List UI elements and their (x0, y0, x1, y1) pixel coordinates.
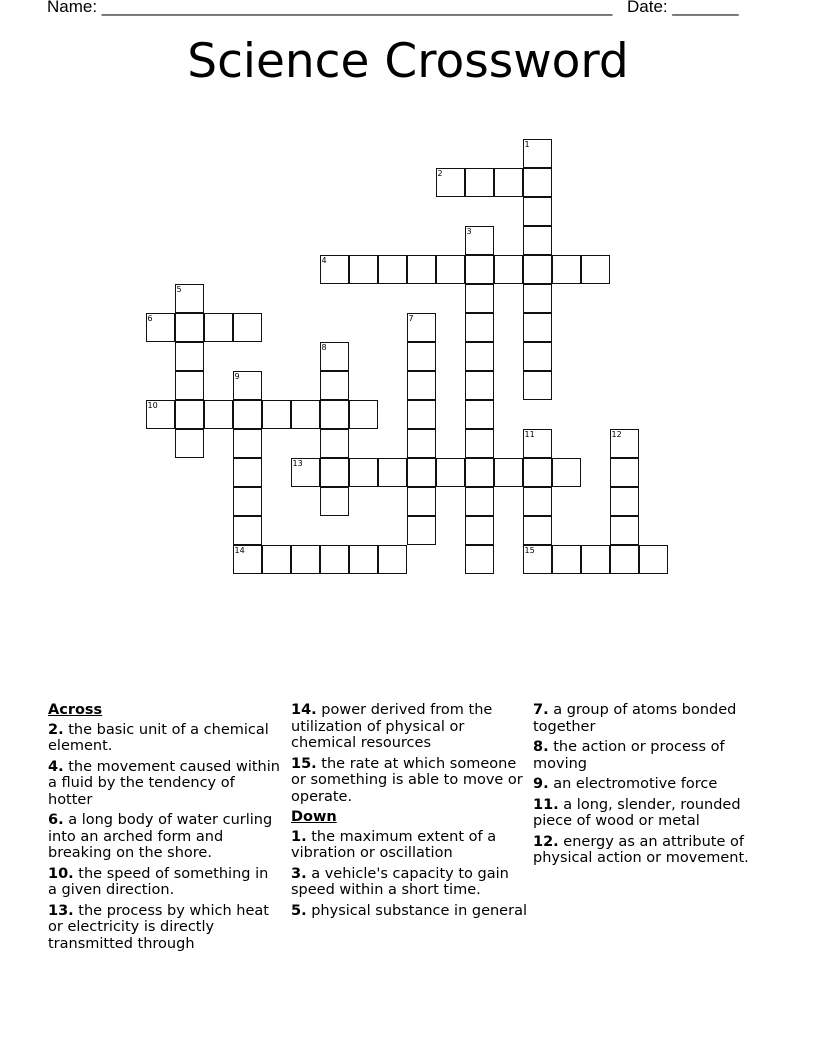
grid-cell[interactable] (581, 255, 610, 284)
grid-cell[interactable] (233, 429, 262, 458)
grid-cell[interactable] (407, 342, 436, 371)
grid-cell[interactable] (523, 168, 552, 197)
clue-text: the speed of something in a given direction. (48, 865, 269, 898)
clue-number-label: 7 (408, 313, 414, 323)
grid-cell[interactable] (552, 545, 581, 574)
clue-text: the movement caused within a fluid by the tendency of hotter (48, 758, 280, 808)
grid-cell[interactable] (320, 371, 349, 400)
grid-cell[interactable] (378, 458, 407, 487)
grid-cell[interactable] (146, 313, 175, 342)
grid-cell[interactable] (581, 545, 610, 574)
grid-cell[interactable] (610, 487, 639, 516)
grid-cell[interactable] (523, 429, 552, 458)
grid-cell[interactable] (262, 400, 291, 429)
clue-text: the action or process of moving (533, 739, 725, 772)
clue-text: energy as an attribute of physical action or movement. (533, 833, 749, 866)
grid-cell[interactable] (465, 371, 494, 400)
grid-cell[interactable] (610, 429, 639, 458)
clue-down-8 (533, 739, 769, 772)
grid-cell[interactable] (204, 313, 233, 342)
clue-across-10 (48, 866, 280, 899)
grid-cell[interactable] (436, 458, 465, 487)
grid-cell[interactable] (233, 313, 262, 342)
grid-cell[interactable] (523, 313, 552, 342)
clue-number-label: 13 (292, 458, 303, 468)
grid-cell[interactable] (320, 487, 349, 516)
grid-cell[interactable] (407, 487, 436, 516)
grid-cell[interactable] (407, 458, 436, 487)
grid-cell[interactable] (523, 226, 552, 255)
clue-down-1 (291, 829, 527, 862)
grid-cell[interactable] (494, 458, 523, 487)
clue-text: physical substance in general (306, 902, 527, 919)
clue-number: 1. (291, 828, 307, 845)
grid-cell[interactable] (552, 458, 581, 487)
grid-cell[interactable] (610, 516, 639, 545)
clue-column-2 (291, 702, 527, 923)
page-title: Science Crossword (187, 34, 629, 89)
clue-across-15 (291, 756, 527, 806)
grid-cell[interactable] (233, 487, 262, 516)
grid-cell[interactable] (523, 458, 552, 487)
clue-column-1 (48, 702, 280, 956)
clue-number: 6. (48, 812, 64, 828)
clue-number: 12. (533, 833, 559, 850)
grid-cell[interactable] (523, 371, 552, 400)
grid-cell[interactable] (523, 516, 552, 545)
grid-cell[interactable] (465, 255, 494, 284)
grid-cell[interactable] (523, 487, 552, 516)
clue-number: 2. (48, 721, 64, 738)
clue-text: the process by which heat or electricity is directly transmitted through (48, 902, 269, 952)
grid-cell[interactable] (436, 168, 465, 197)
clue-across-14 (291, 702, 527, 752)
grid-cell[interactable] (320, 255, 349, 284)
grid-cell[interactable] (465, 545, 494, 574)
grid-cell[interactable] (175, 313, 204, 342)
grid-cell[interactable] (523, 255, 552, 284)
grid-cell[interactable] (436, 255, 465, 284)
clue-text: a vehicle's capacity to gain speed within a short time. (291, 865, 509, 898)
clue-number-label: 2 (437, 168, 443, 178)
clue-number-label: 8 (321, 342, 327, 352)
grid-cell[interactable] (407, 516, 436, 545)
clue-text: the rate at which someone or something is able to move or operate. (291, 755, 523, 805)
grid-cell[interactable] (349, 400, 378, 429)
grid-cell[interactable] (465, 226, 494, 255)
clue-across-13 (48, 903, 280, 953)
grid-cell[interactable] (465, 284, 494, 313)
grid-cell[interactable] (465, 313, 494, 342)
down-heading: Down (291, 809, 337, 825)
clue-number: 14. (291, 702, 317, 718)
clue-number-label: 1 (524, 139, 530, 149)
grid-cell[interactable] (349, 458, 378, 487)
grid-cell[interactable] (523, 284, 552, 313)
grid-cell[interactable] (465, 400, 494, 429)
grid-cell[interactable] (349, 545, 378, 574)
grid-cell[interactable] (320, 429, 349, 458)
grid-cell[interactable] (465, 168, 494, 197)
across-heading: Across (48, 702, 103, 718)
clue-number-label: 5 (176, 284, 182, 294)
clue-across-6 (48, 812, 280, 862)
clue-column-3 (533, 702, 769, 871)
clue-number-label: 14 (234, 545, 245, 555)
grid-cell[interactable] (523, 342, 552, 371)
grid-cell[interactable] (291, 458, 320, 487)
clue-number: 9. (533, 776, 549, 792)
clue-down-9 (533, 776, 769, 793)
grid-cell[interactable] (494, 255, 523, 284)
grid-cell[interactable] (262, 545, 291, 574)
clue-down-5 (291, 903, 527, 920)
clue-number: 13. (48, 902, 74, 919)
clue-number: 10. (48, 865, 74, 882)
grid-cell[interactable] (407, 400, 436, 429)
grid-cell[interactable] (146, 400, 175, 429)
clue-number-label: 11 (524, 429, 535, 439)
grid-cell[interactable] (233, 371, 262, 400)
grid-cell[interactable] (320, 400, 349, 429)
clue-text: power derived from the utilization of physical or chemical resources (291, 702, 493, 751)
grid-cell[interactable] (320, 458, 349, 487)
grid-cell[interactable] (291, 400, 320, 429)
clue-number-label: 9 (234, 371, 240, 381)
grid-cell[interactable] (320, 342, 349, 371)
grid-cell[interactable] (233, 545, 262, 574)
clue-down-12 (533, 834, 769, 867)
grid-cell[interactable] (639, 545, 668, 574)
clue-text: a long, slender, rounded piece of wood or metal (533, 796, 741, 829)
clue-down-3 (291, 866, 527, 899)
name-field-label[interactable]: Name: ______________________________________________________ (47, 0, 613, 16)
clue-number-label: 12 (611, 429, 622, 439)
grid-cell[interactable] (465, 516, 494, 545)
grid-cell[interactable] (465, 458, 494, 487)
clue-down-11 (533, 797, 769, 830)
grid-cell[interactable] (523, 545, 552, 574)
clue-text: the maximum extent of a vibration or oscillation (291, 828, 497, 861)
clue-number: 5. (291, 902, 307, 919)
clue-text: a long body of water curling into an arched form and breaking on the shore. (48, 812, 273, 861)
clue-number-label: 4 (321, 255, 327, 265)
grid-cell[interactable] (175, 429, 204, 458)
grid-cell[interactable] (465, 487, 494, 516)
grid-cell[interactable] (204, 400, 233, 429)
grid-cell[interactable] (610, 458, 639, 487)
clue-number-label: 15 (524, 545, 535, 555)
grid-cell[interactable] (233, 458, 262, 487)
grid-cell[interactable] (349, 255, 378, 284)
grid-cell[interactable] (523, 197, 552, 226)
clue-across-2 (48, 722, 280, 755)
grid-cell[interactable] (407, 429, 436, 458)
clue-number-label: 6 (147, 313, 153, 323)
clue-down-7 (533, 702, 769, 735)
grid-cell[interactable] (378, 255, 407, 284)
clue-text: the basic unit of a chemical element. (48, 721, 269, 754)
clue-number: 15. (291, 755, 317, 772)
grid-cell[interactable] (610, 545, 639, 574)
grid-cell[interactable] (552, 255, 581, 284)
grid-cell[interactable] (378, 545, 407, 574)
grid-cell[interactable] (291, 545, 320, 574)
clue-number: 11. (533, 796, 559, 813)
grid-cell[interactable] (494, 168, 523, 197)
date-field-label[interactable]: Date: _______ (627, 0, 739, 16)
clue-number: 7. (533, 702, 549, 718)
grid-cell[interactable] (407, 255, 436, 284)
grid-cell[interactable] (465, 342, 494, 371)
grid-cell[interactable] (320, 545, 349, 574)
grid-cell[interactable] (175, 284, 204, 313)
clue-number: 4. (48, 758, 64, 775)
grid-cell[interactable] (175, 371, 204, 400)
grid-cell[interactable] (175, 342, 204, 371)
clue-number: 3. (291, 865, 307, 882)
clue-text: a group of atoms bonded together (533, 702, 737, 735)
clue-across-4 (48, 759, 280, 809)
grid-cell[interactable] (523, 139, 552, 168)
grid-cell[interactable] (175, 400, 204, 429)
clue-number-label: 10 (147, 400, 158, 410)
clue-number-label: 3 (466, 226, 472, 236)
grid-cell[interactable] (465, 429, 494, 458)
grid-cell[interactable] (233, 516, 262, 545)
grid-cell[interactable] (233, 400, 262, 429)
clue-text: an electromotive force (548, 776, 718, 792)
grid-cell[interactable] (407, 313, 436, 342)
clue-number: 8. (533, 739, 549, 755)
grid-cell[interactable] (407, 371, 436, 400)
